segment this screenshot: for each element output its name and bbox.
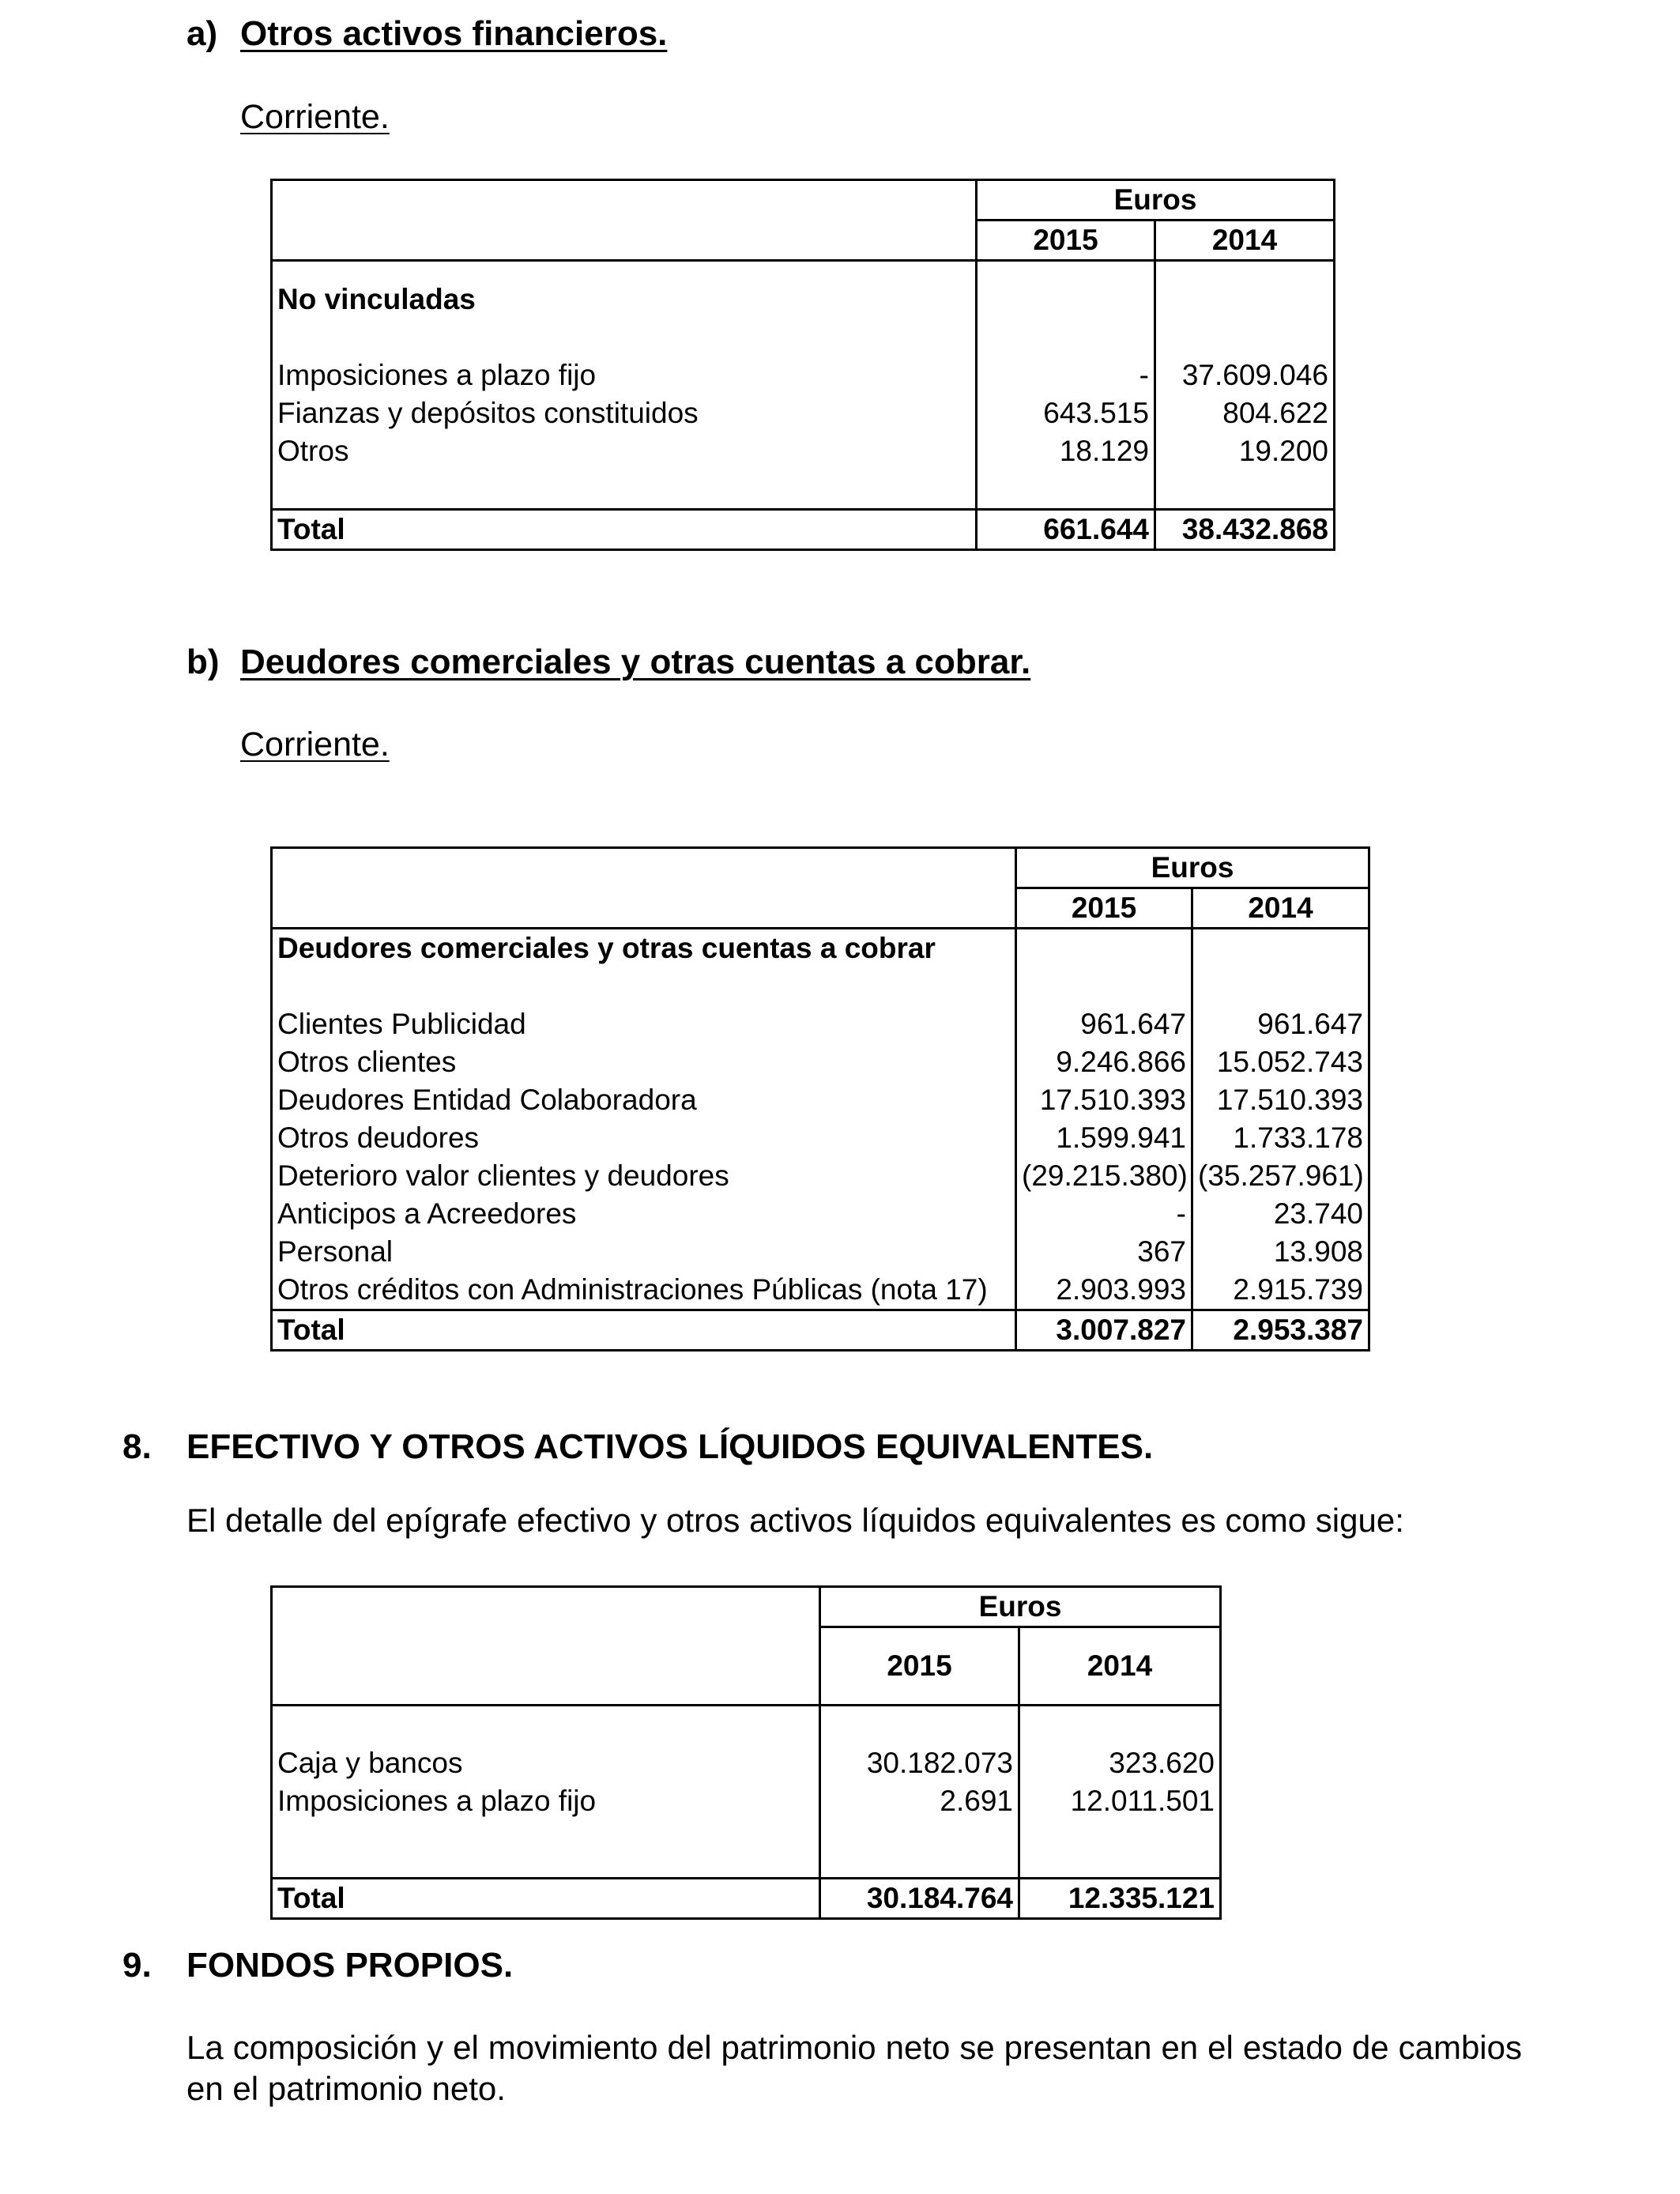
total-label: Total [272,1310,1016,1351]
group-title: Deudores comerciales y otras cuentas a cobrar [272,929,1016,968]
section-b-title: Deudores comerciales y otras cuentas a cobrar. [240,643,1031,681]
total-value-2015: 3.007.827 [1016,1310,1192,1351]
row-label: Fianzas y depósitos constituidos [272,394,977,432]
header-year-2014: 2014 [1155,221,1335,261]
row-label: Otros clientes [272,1043,1016,1081]
total-value-2014: 12.335.121 [1019,1879,1221,1919]
table-row [272,1119,1369,1157]
table-efectivo [270,1585,1222,1920]
row-value-2015: 2.903.993 [1016,1271,1192,1310]
table-row [272,281,1335,319]
header-euros: Euros [820,1587,1221,1627]
header-year-2015: 2015 [820,1627,1019,1706]
table-otros-activos [270,179,1335,551]
section-a-subtitle: Corriente. [240,98,390,136]
table-row [272,1744,1221,1782]
section-9-title: FONDOS PROPIOS. [186,1946,514,1985]
header-euros: Euros [977,180,1335,221]
total-label: Total [272,510,977,550]
table-row [272,1157,1369,1195]
table-header-blank [272,848,1016,929]
section-b-label: b) [186,643,220,681]
table-row [272,1195,1369,1233]
header-year-2015: 2015 [1016,888,1192,929]
row-value-2015: 2.691 [820,1782,1019,1820]
row-label: Otros [272,432,977,470]
row-value-2015: 643.515 [977,394,1155,432]
total-label: Total [272,1879,820,1919]
table-row [272,356,1335,394]
row-label: Deterioro valor clientes y deudores [272,1157,1016,1195]
row-value-2015: 9.246.866 [1016,1043,1192,1081]
row-value-2015: - [977,356,1155,394]
row-value-2014: (35.257.961) [1192,1157,1369,1195]
header-euros: Euros [1016,848,1369,888]
row-label: Imposiciones a plazo fijo [272,1782,820,1820]
row-value-2014: 804.622 [1155,394,1335,432]
row-value-2014: 17.510.393 [1192,1081,1369,1119]
row-value-2014: 13.908 [1192,1233,1369,1271]
table-total-row [272,510,1335,550]
row-value-2014: 1.733.178 [1192,1119,1369,1157]
row-label: Deudores Entidad Colaboradora [272,1081,1016,1119]
total-value-2015: 661.644 [977,510,1155,550]
row-label: Otros créditos con Administraciones Públicas (nota 17) [272,1271,1016,1310]
table-deudores [270,846,1370,1351]
table-header-blank [272,180,977,261]
row-value-2015: 17.510.393 [1016,1081,1192,1119]
header-year-2014: 2014 [1192,888,1369,929]
group-title: No vinculadas [272,281,977,319]
row-value-2014: 19.200 [1155,432,1335,470]
row-value-2015: 30.182.073 [820,1744,1019,1782]
table-row [272,1043,1369,1081]
table-row [272,1271,1369,1310]
section-a-label: a) [186,14,218,53]
row-value-2015: 18.129 [977,432,1155,470]
section-8-label: 8. [122,1427,152,1466]
row-label: Otros deudores [272,1119,1016,1157]
section-9-label: 9. [122,1946,152,1985]
total-value-2015: 30.184.764 [820,1879,1019,1919]
section-8-title: EFECTIVO Y OTROS ACTIVOS LÍQUIDOS EQUIVALENTES. [186,1427,1154,1466]
table-row [272,1233,1369,1271]
row-value-2015: (29.215.380) [1016,1157,1192,1195]
table-row [272,394,1335,432]
table-total-row [272,1310,1369,1351]
table-row [272,432,1335,470]
row-value-2014: 323.620 [1019,1744,1221,1782]
row-label: Caja y bancos [272,1744,820,1782]
row-value-2014: 15.052.743 [1192,1043,1369,1081]
row-value-2015: - [1016,1195,1192,1233]
row-value-2015: 367 [1016,1233,1192,1271]
header-year-2015: 2015 [977,221,1155,261]
row-value-2014: 12.011.501 [1019,1782,1221,1820]
section-8-intro: El detalle del epígrafe efectivo y otros activos líquidos equivalentes es como sigue: [186,1502,1404,1539]
row-label: Anticipos a Acreedores [272,1195,1016,1233]
row-label: Clientes Publicidad [272,1005,1016,1043]
row-label: Personal [272,1233,1016,1271]
table-total-row [272,1879,1221,1919]
section-b-subtitle: Corriente. [240,726,390,763]
total-value-2014: 38.432.868 [1155,510,1335,550]
row-label: Imposiciones a plazo fijo [272,356,977,394]
table-row [272,929,1369,968]
table-row [272,1081,1369,1119]
section-a-title: Otros activos financieros. [240,14,668,53]
row-value-2014: 23.740 [1192,1195,1369,1233]
table-row [272,1005,1369,1043]
table-row [272,1782,1221,1820]
table-header-blank [272,1587,820,1706]
row-value-2014: 2.915.739 [1192,1271,1369,1310]
header-year-2014: 2014 [1019,1627,1221,1706]
total-value-2014: 2.953.387 [1192,1310,1369,1351]
row-value-2015: 1.599.941 [1016,1119,1192,1157]
row-value-2014: 37.609.046 [1155,356,1335,394]
section-9-text: La composición y el movimiento del patrimonio neto se presentan en el estado de cambios en el patrimonio neto. [186,2029,1522,2107]
row-value-2014: 961.647 [1192,1005,1369,1043]
row-value-2015: 961.647 [1016,1005,1192,1043]
